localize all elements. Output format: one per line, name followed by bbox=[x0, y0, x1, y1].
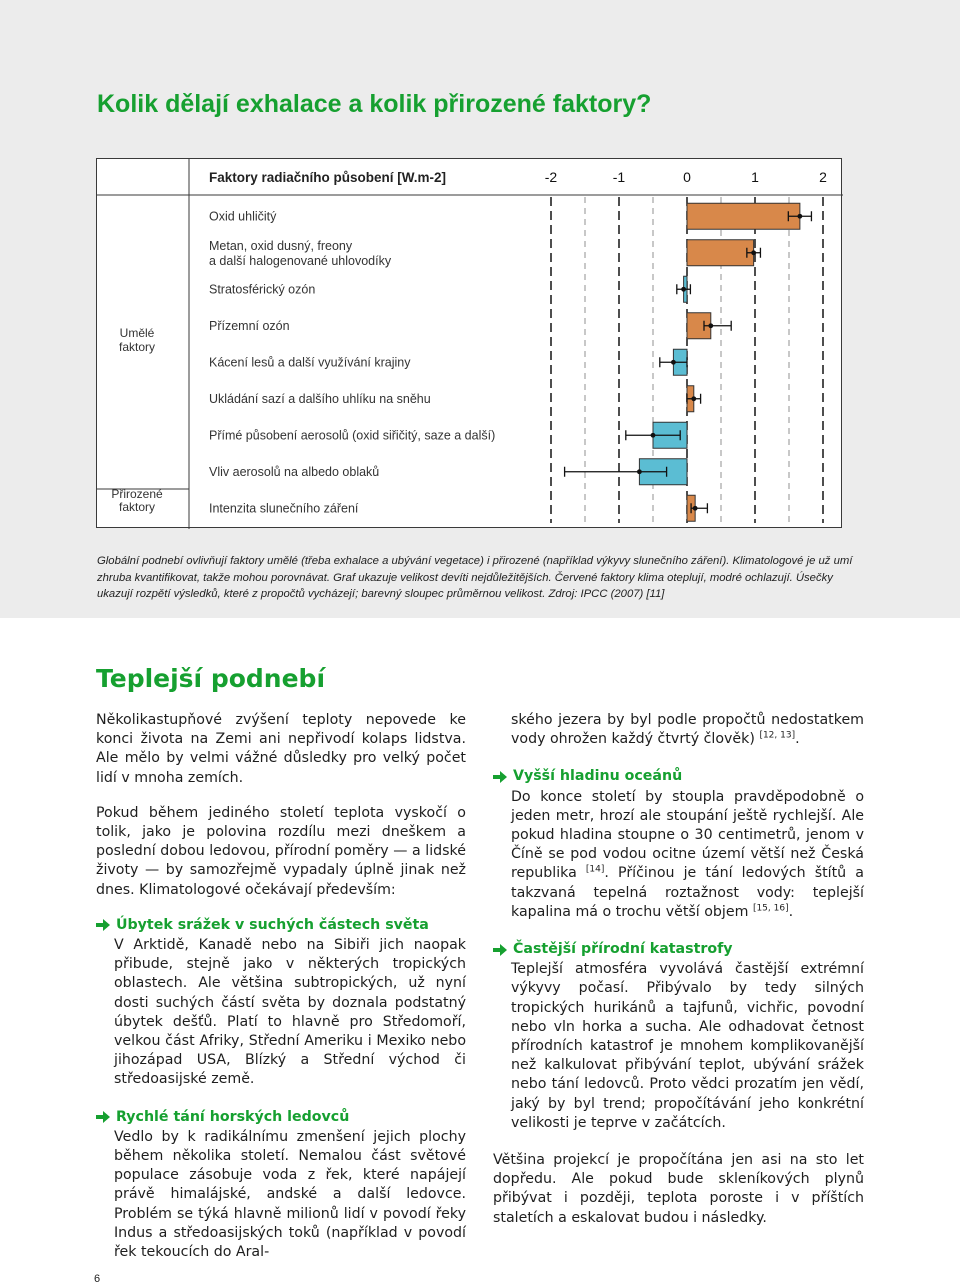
mean-dot bbox=[637, 469, 642, 474]
text-column-right: ského jezera by byl podle propočtů nedostatkem vody ohrožen každý čtvrtý člověk) [12, 13]. Vyšší hladinu oceánů Do konce století by stoupla pravděpodobně o jeden metr, hrozí ale stoupání ještě rychlejší. Ale pokud hladina stoupne o 30 centimetrů, jenom v Číně se pod vodou ocitne území větší než Česká republika [14]. Příčinou je tání ledových štítů a takzvaná tepelná roztažnost vody: teplejší kapalina má o trochu větší objem [15, 16]. Častější přírodní katastrofy Teplejší atmosféra vyvolává častější extrémní výkyvy počasí. Přibývalo by tedy silných tropických hurikánů a tajfunů, vichřic, povodní nebo vln horka a sucha. Ale odhadovat četnost přírodních katastrof je mnohem komplikovanější než kalkulovat přibývání teplot, ubývání srážek nebo tání ledovců. Proto vědci prozatím jen vědí, jaký by byl trend; propočítávání jeho konkrétní velikosti je teprve v začátcích. Většina projekcí je propočítána jen asi na sto let dopředu. Ale pokud bude skleníkových plynů přibývat i později, teplota poroste i v příštích staletích a eskalovat budou i následky. bbox=[493, 711, 864, 1244]
bullet-text-continued: . Příčinou je tání ledových štítů a takzvaná tepelná roztažnost vody: teplejší kapalina má o trochu větší objem bbox=[511, 865, 864, 920]
bullet-text: V Arktidě, Kanadě nebo na Sibiři jich naopak přibude, stejně jako v některých tropických oblastech. Ale většina subtropických, už nyní dosti suchých částí světa by doznala podstatný úbytek dešťů. Platí to hlavně pro Středomoří, velkou část Afriky, Střední Ameriku i Mexiko nebo jihozápad USA, Blízký a Střední východ či středoasijské země. bbox=[114, 937, 466, 1088]
x-tick-label: 2 bbox=[819, 169, 827, 185]
arrow-right-icon bbox=[96, 1111, 110, 1123]
x-tick-label: 1 bbox=[751, 169, 759, 185]
closing-paragraph: Většina projekcí je propočítána jen asi na sto let dopředu. Ale pokud bude skleníkových plynů přibývat i později, teplota poroste i v příštích staletích a eskalovat budou i následky. bbox=[493, 1152, 864, 1226]
page-title: Kolik dělají exhalace a kolik přirozené faktory? bbox=[97, 90, 652, 118]
mean-dot bbox=[691, 396, 696, 401]
group-label: faktory bbox=[118, 340, 156, 354]
mean-dot bbox=[681, 287, 686, 292]
bullet-text: Teplejší atmosféra vyvolává častější extrémní výkyvy počasí. Přibývalo by tedy silných tropických hurikánů a tajfunů, vichřic, povodní nebo vln horka a sucha. Ale odhadovat četnost přírodních katastrof je mnohem komplikovanější než kalkulovat přibývání teplot, ubývání srážek nebo tání ledovců. Proto vědci prozatím jen vědí, jaký by byl trend; propočítávání jeho konkrétní velikosti je teprve v začátcích. bbox=[511, 961, 864, 1131]
bullet-sea-level: Vyšší hladinu oceánů Do konce století by stoupla pravděpodobně o jeden metr, hrozí ale stoupání ještě rychlejší. Ale pokud hladina stoupne o 30 centimetrů, jenom v Číně se pod vodou ocitne území větší než Česká republika [14]. Příčinou je tání ledových štítů a takzvaná tepelná roztažnost vody: teplejší kapalina má o trochu větší objem [15, 16]. bbox=[493, 767, 864, 922]
row-label: Stratosférický ozón bbox=[209, 282, 316, 297]
row-label: Kácení lesů a další využívání krajiny bbox=[209, 355, 411, 370]
chart-header-label: Faktory radiačního působení [W.m-2] bbox=[209, 170, 447, 185]
bullet-drought bbox=[96, 916, 466, 1090]
figure-caption: Globální podnebí ovlivňují faktory umělé (třeba exhalace a ubývání vegetace) i přirozené (například výkyvy slunečního záření). Klimatologové je už umí zhruba kvantifikovat, takže mohou porovnávat. Graf ukazuje velikost devíti nejdůležitějších. Červené faktory klima oteplují, modré ochlazují. Úsečky ukazují rozpětí výsledků, které z propočtů vycházejí; barevný sloupec průměrnou velikost. Zdroj: IPCC (2007) [11] bbox=[97, 555, 853, 600]
group-label: Umělé bbox=[119, 326, 155, 340]
section-title: Teplejší podnebí bbox=[96, 664, 326, 693]
bullet-text: Do konce století by stoupla pravděpodobně o jeden metr, hrozí ale stoupání ještě rychlejší. Ale pokud hladina stoupne o 30 centimetrů, jenom v Číně se pod vodou ocitne území větší než Česká republika bbox=[511, 788, 864, 882]
arrow-right-icon bbox=[493, 944, 507, 956]
arrow-right-icon bbox=[493, 771, 507, 783]
bullet-glaciers bbox=[96, 1108, 466, 1263]
bullet-heading: Úbytek srážek v suchých částech světa bbox=[116, 916, 429, 933]
row-label: Přízemní ozón bbox=[209, 318, 290, 333]
bar bbox=[687, 240, 754, 266]
reference: [12, 13] bbox=[759, 730, 796, 741]
row-label: Intenzita slunečního záření bbox=[209, 501, 359, 516]
x-tick-label: -1 bbox=[612, 169, 626, 185]
intro-paragraph: Několikastupňové zvýšení teploty nepovede ke konci života na Zemi ani nepřivodí kolaps lidstva. Ale mělo by velmi vážné důsledky pro velký počet lidí v mnoha zemích. bbox=[96, 712, 466, 786]
paragraph-two: Pokud během jediného století teplota vyskočí o tolik, jako je polovina rozdílu mezi dneškem a poslední dobou ledovou, přírodní poměry — a lidské životy — by samozřejmě vypadaly úplně jinak než dnes. Klimatologové očekávají především: bbox=[96, 804, 466, 898]
bullet-disasters bbox=[493, 940, 864, 1133]
continuation-text: ského jezera by byl podle propočtů nedostatkem vody ohrožen každý čtvrtý člověk) bbox=[511, 712, 864, 748]
mean-dot bbox=[751, 250, 756, 255]
x-tick-label: 0 bbox=[683, 169, 691, 185]
mean-dot bbox=[708, 323, 713, 328]
arrow-right-icon bbox=[96, 919, 110, 931]
reference: [15, 16] bbox=[752, 903, 789, 914]
radiative-forcing-chart bbox=[96, 158, 842, 528]
bullet-text: Vedlo by k radikálnímu zmenšení jejich plochy během několika století. Nemalou část světové populace zásobuje voda z řek, které napájejí právě himalájské, andské a další ledovce. Problém se týká hlavně milionů lidí v povodí řeky Indus a středoasijských toků (například v povodí řek tekoucích do Aral- bbox=[114, 1128, 466, 1261]
mean-dot bbox=[671, 360, 676, 365]
row-label: Oxid uhličitý bbox=[209, 209, 277, 224]
x-tick-label: -2 bbox=[544, 169, 558, 185]
mean-dot bbox=[797, 214, 802, 219]
page-number: 6 bbox=[94, 1273, 101, 1285]
row-label: Přímé působení aerosolů (oxid siřičitý, saze a další) bbox=[209, 428, 496, 443]
row-label: a další halogenované uhlovodíky bbox=[209, 253, 392, 268]
group-label: faktory bbox=[118, 500, 156, 514]
mean-dot bbox=[693, 506, 698, 511]
reference: [14] bbox=[585, 864, 605, 875]
text-column-left bbox=[96, 711, 466, 1280]
chart-canvas bbox=[97, 159, 843, 529]
group-label: Přirozené bbox=[111, 487, 163, 501]
row-label: Metan, oxid dusný, freony bbox=[209, 238, 353, 253]
bullet-heading: Častější přírodní katastrofy bbox=[513, 941, 733, 958]
row-label: Ukládání sazí a dalšího uhlíku na sněhu bbox=[209, 391, 431, 406]
bullet-heading: Vyšší hladinu oceánů bbox=[513, 768, 683, 785]
mean-dot bbox=[651, 433, 656, 438]
bar bbox=[687, 203, 800, 229]
bullet-heading: Rychlé tání horských ledovců bbox=[116, 1108, 350, 1125]
row-label: Vliv aerosolů na albedo oblaků bbox=[209, 464, 380, 479]
